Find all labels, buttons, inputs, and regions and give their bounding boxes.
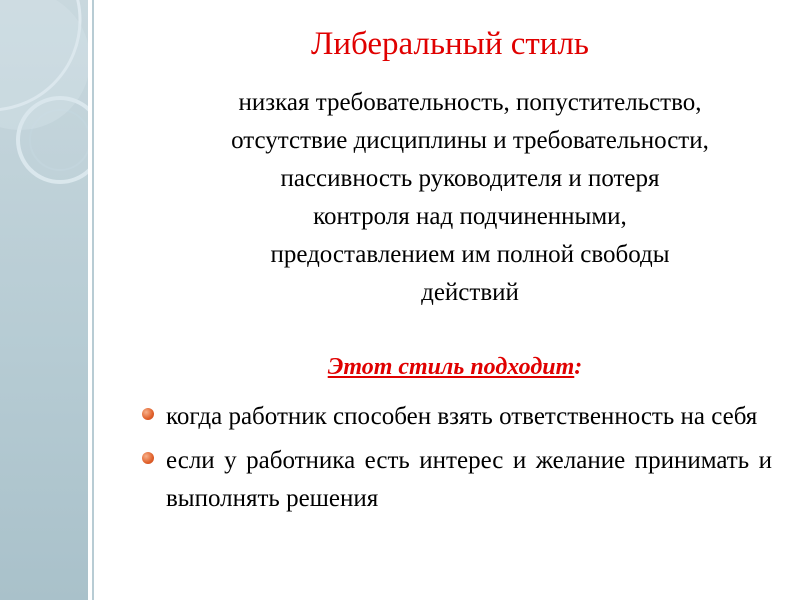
list-item-text: если у работника есть интерес и желание принимать и выполнять решения <box>166 447 772 512</box>
style-description <box>150 84 790 312</box>
list-item-text: когда работник способен взять ответственность на себя <box>166 403 758 430</box>
suitability-heading <box>100 354 800 381</box>
list-item <box>140 442 772 518</box>
description-line: контроля над подчиненными, <box>313 203 627 230</box>
bullet-dot-icon <box>142 408 154 420</box>
side-divider <box>92 0 94 600</box>
suitability-heading-colon: : <box>574 354 583 380</box>
decorative-side-panel <box>0 0 88 600</box>
list-item <box>140 398 772 436</box>
description-line: действий <box>421 279 519 306</box>
suitability-list <box>140 398 772 524</box>
description-line: отсутствие дисциплины и требовательности, <box>231 127 709 154</box>
description-line: предоставлением им полной свободы <box>270 241 670 268</box>
suitability-heading-text: Этот стиль подходит <box>327 354 575 380</box>
decorative-circles-icon <box>0 0 88 600</box>
bullet-dot-icon <box>142 452 154 464</box>
description-line: низкая требовательность, попустительство, <box>238 89 702 116</box>
slide-title: Либеральный стиль <box>311 26 589 62</box>
description-line: пассивность руководителя и потеря <box>280 165 660 192</box>
